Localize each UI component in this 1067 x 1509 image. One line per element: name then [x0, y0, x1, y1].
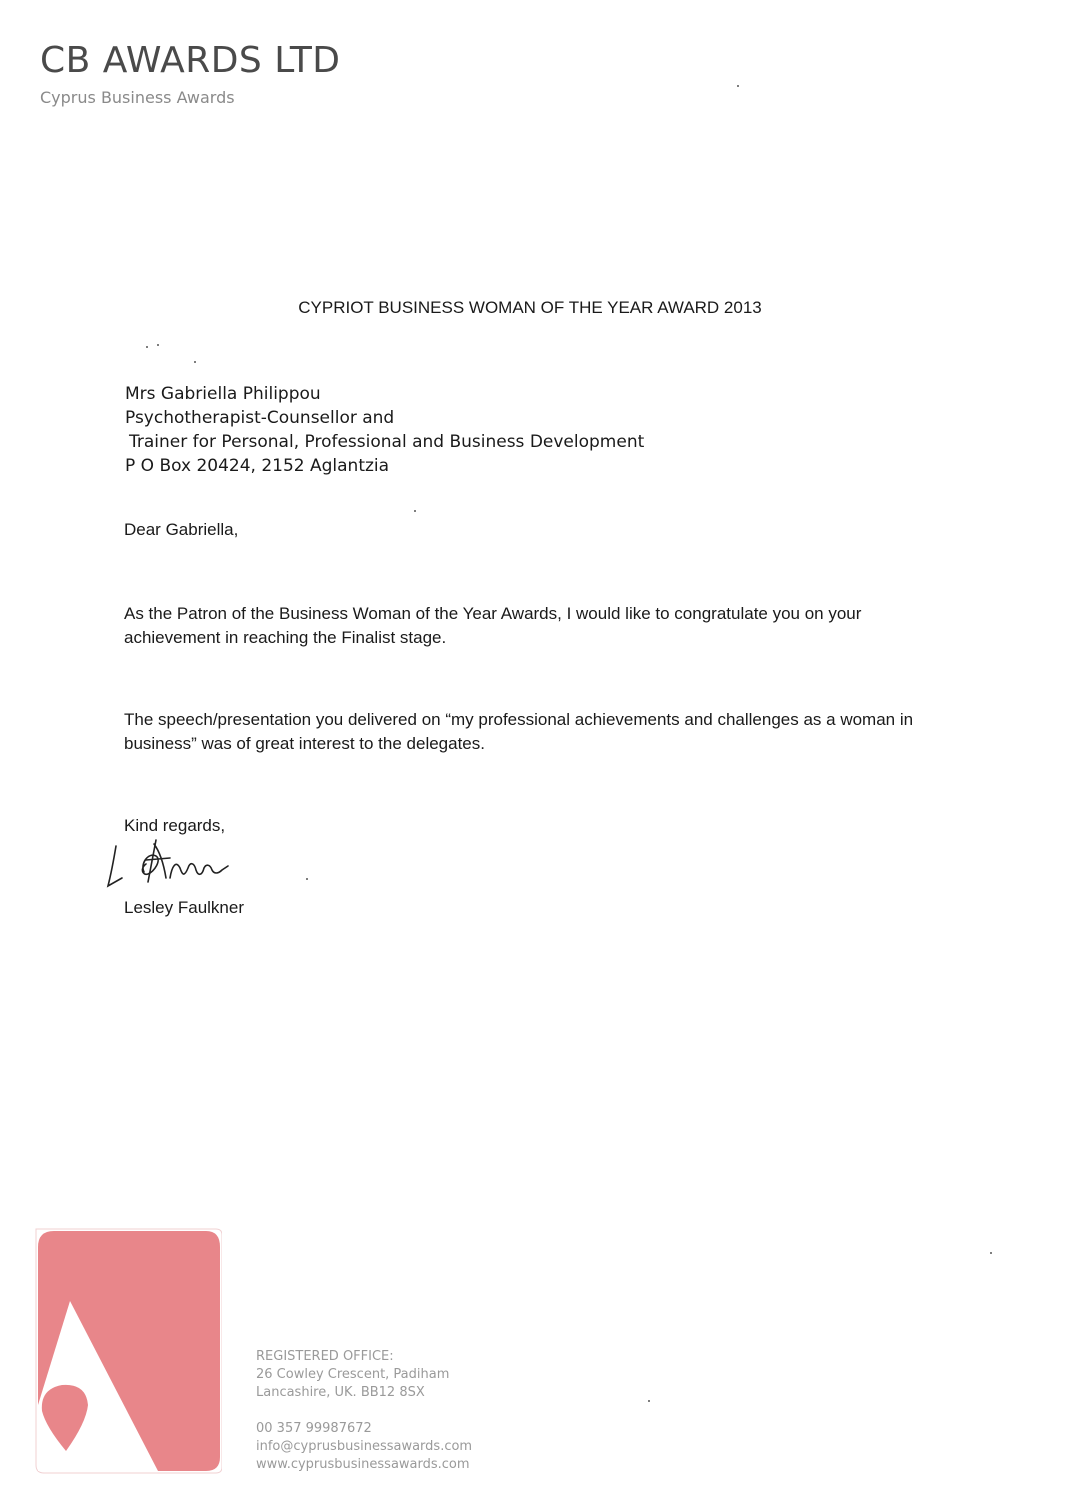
- scan-speck: [648, 1400, 650, 1402]
- logo-icon: [30, 1225, 222, 1477]
- recipient-name: Mrs Gabriella Philippou: [125, 384, 321, 404]
- signer-name: Lesley Faulkner: [124, 898, 245, 917]
- footer-address-line1: 26 Cowley Crescent, Padiham: [256, 1367, 450, 1382]
- signature: [104, 838, 284, 892]
- footer-email: info@cyprusbusinessawards.com: [256, 1439, 473, 1454]
- footer-office-label: REGISTERED OFFICE:: [256, 1349, 394, 1364]
- closing: Kind regards,: [124, 816, 226, 835]
- greeting: Dear Gabriella,: [124, 520, 239, 539]
- scan-speck: [990, 1252, 992, 1254]
- footer-phone: 00 357 99987672: [256, 1421, 372, 1436]
- body-paragraph-2: The speech/presentation you delivered on “my professional achievements and challenges as a woman in business” was of great interest to the delegates.: [124, 710, 914, 753]
- scan-speck: [146, 346, 148, 348]
- scan-speck: [737, 85, 739, 87]
- recipient-role-line1: Psychotherapist-Counsellor and: [125, 408, 395, 428]
- footer-address-line2: Lancashire, UK. BB12 8SX: [256, 1385, 425, 1400]
- scan-speck: [157, 344, 159, 346]
- scan-speck: [414, 510, 416, 512]
- body-paragraph-1: As the Patron of the Business Woman of the Year Awards, I would like to congratulate you on your achievement in reaching the Finalist stage.: [124, 604, 862, 647]
- recipient-address: P O Box 20424, 2152 Aglantzia: [125, 456, 390, 476]
- company-name: CB AWARDS LTD: [40, 40, 341, 81]
- company-tagline: Cyprus Business Awards: [40, 88, 235, 107]
- scan-speck: [194, 361, 196, 363]
- footer-website: www.cyprusbusinessawards.com: [256, 1457, 470, 1472]
- recipient-role-line2: Trainer for Personal, Professional and Business Development: [129, 432, 645, 452]
- scan-speck: [306, 878, 308, 880]
- award-title: CYPRIOT BUSINESS WOMAN OF THE YEAR AWARD 2013: [298, 298, 762, 317]
